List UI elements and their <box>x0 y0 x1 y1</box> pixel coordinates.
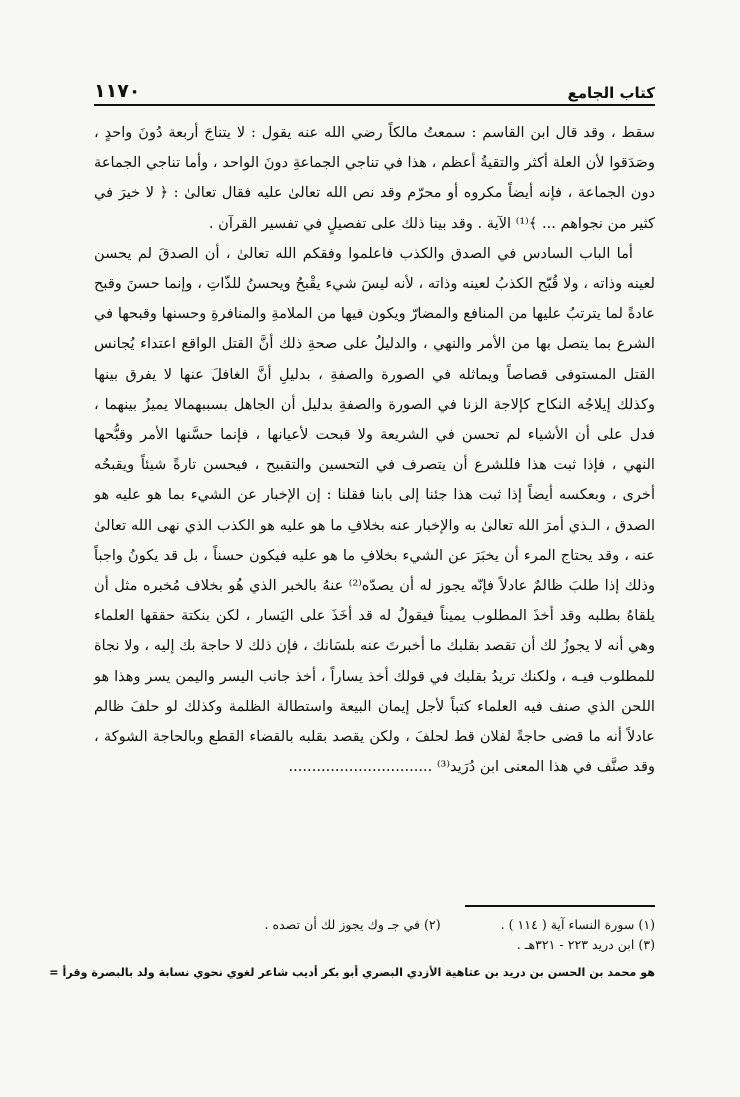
footnote-row <box>94 935 655 955</box>
page-header <box>94 72 655 102</box>
footnotes <box>94 915 655 955</box>
main-text <box>94 118 655 782</box>
footnote: (٣) ابن دريد ٢٢٣ - ٣٢١هـ . <box>516 937 655 952</box>
page-number: ١١٧٠ <box>94 80 141 102</box>
book-title: كتاب الجامع <box>567 84 655 102</box>
footnote: (١) سورة النساء آية ( ١١٤ ) . <box>500 917 655 932</box>
paragraph: أما الباب السادس في الصدق والكذب فاعلموا وفقكم الله تعالىٰ ، أن الصدقَ لم يحسن لعينه وذاته ، ولا قُبّح الكذبُ لعينه وذاته ، لأنه ليسَ شيء يقْبحُ ويحسنُ للذّاتِ ، وإنما حسنَ وقبح عادةً لما يترتبُ عليها من المنافع والمضارّ ويكون فيها من الملامةِ والمنافرةِ وحسنها وقبحها في الشرع بما يتصل بها من الأمر والنهي ، والدليلُ على صحةِ ذلك أنَّ القتل الواقع اعتداء يُجانس القتل المستوفى قصاصاً ويماثله في الصورة والصفةِ ، بدليلِ أنَّ الغافلَ عنها لا يفرق بينها وكذلك إيلاجُه النكاح كإلاجة الزنا في الصورة والصفةِ بدليل أن الجاهل بسببهمالا يميزُ بينهما ، فدل على أن الأشياء لم تحسن في الشريعة ولا قبحت لأعيانها ، فإنما حسَّنها الأمر وقبُّحها النهي ، فإذا ثبت هذا فللشرع أن يتصرف في التحسين والتقبيح ، فيحسن تارةً شيئاً ويقبحُه أخرى ، وبعكسه أيضاً إذا ثبت هذا جئنا إلى بابنا فقلنا : إن الإخبار عن الشيء بما هو عليه هو الصدق ، الـذي أمرَ الله تعالىٰ به والإخبار عنه بخلافِ ما هو عليه هو الكذب الذي نهى الله تعالىٰ عنه ، وقد يحتاج المرء أن يخبَرَ عن الشيء بخلافِ ما هو عليه فيكون حسناً ، بل قد يكونُ واجباً وذلك إذا طلبَ ظالمٌ عادلاً فإنّه يجوز له أن يصدّه⁽²⁾ عنهُ بالخبر الذي هُو بخلاف مُخبره مثل أن يلقاهُ بطلبه وقد أخذَ المطلوب يميناً فيقولُ له قد أخَذَ على اليَسار ، لكن بنكتة حققها العلماء وهي أنه لا يجوزُ لك أن تقصد بقلبك ما أخبرتَ عنه بلسَانك ، فإن ذلك لا حاجة بك إليه ، ولا نجاة للمطلوب فيـه ، ولكنك تريدُ بقلبك في قولك أخذ يساراً ، أخذ جانب اليسر واليمن يسر وهذا هو اللحن الذي صنف فيه العلماء كتباً لأجل إيمان البيعة واستطالة الظلمة وكذلك لو حلفَ ظالم عادلاً أنه ما قضى حاجةً لفلان قط لحلفَ ، ولكن يقصد بقلبه بالقضاء القطع وبالحاجة الشوكة ، وقد صنَّف في هذا المعنى ابن دُرَيد⁽³⁾ ............................... <box>94 244 655 776</box>
header-rule <box>94 104 655 106</box>
footnote-row <box>94 915 655 935</box>
footnote: (٢) في جـ وك يجوز لك أن تصده . <box>264 917 441 932</box>
biography-note: هو محمد بن الحسن بن دريد بن عتاهية الأزدي البصري أبو بكر أديب شاعر لغوي نحوي نسابة ولد بالبصرة وقرأ = <box>49 966 655 979</box>
footnote-rule <box>465 905 655 907</box>
paragraph: سقط ، وقد قال ابن القاسم : سمعتُ مالكاً رضي الله عنه يقول : لا يتناجَ أربعة دُونَ واحدٍ ، وصَدَقوا لأن العلة أكثر والتقيةُ أعظم ، هذا في تناجي الجماعةِ دونَ الواحد ، وأما تناجي الجماعة دون الجماعة ، فإنه أيضاً مكروه أو محرّم وقد نص الله تعالىٰ عليه فقال تعالىٰ : ﴿ لا خيرَ في كثير من نجواهم ... ﴾⁽¹⁾ الآية . وقد بينا ذلك على تفصيلٍ في تفسير القرآن . <box>94 124 655 232</box>
